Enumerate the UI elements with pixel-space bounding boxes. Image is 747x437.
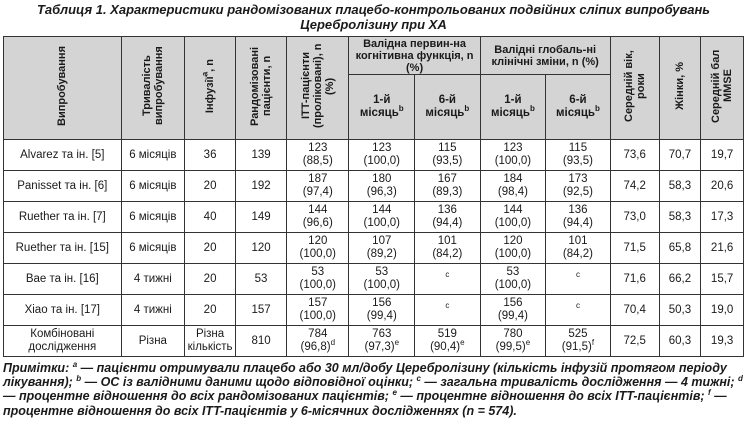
cell-itt: 157 (100,0) — [287, 295, 349, 326]
table-row — [4, 233, 744, 264]
cell-glob-month6: c — [546, 295, 611, 326]
cell-infusions: 20 — [185, 233, 236, 264]
cell-age: 73,6 — [610, 140, 659, 171]
header-cog-month1: 1-й місяць$^b$ — [349, 75, 415, 140]
cell-randomized: 149 — [236, 202, 287, 233]
cell-cog-month6: 519 $(90,4)^e$ — [415, 326, 481, 357]
header-cognitive-group: Валідна первин-на когнітивна функція, n (%) — [349, 37, 480, 75]
cell-women: 50,3 — [659, 295, 701, 326]
cell-itt: 784 $(96,8)^d$ — [287, 326, 349, 357]
cell-cog-month1: 53 (100,0) — [349, 264, 415, 295]
header-glob-month1: 1-й місяць$^b$ — [480, 75, 546, 140]
cell-cog-month6: 167 (89,3) — [415, 171, 481, 202]
cell-itt: 144 (96,6) — [287, 202, 349, 233]
cell-infusions: 20 — [185, 171, 236, 202]
table-row — [4, 140, 744, 171]
header-randomized: Рандомізовані пацієнти, n — [236, 37, 287, 140]
cell-cog-month1: 123 (100,0) — [349, 140, 415, 171]
cell-mmse: 19,7 — [701, 140, 744, 171]
cell-age: 70,4 — [610, 295, 659, 326]
cell-infusions: Різна кількість — [185, 326, 236, 357]
header-infusions: Інфузії$^a$, n — [185, 37, 236, 140]
header-itt: ITT-пацієнти (проліковані), n (%) — [287, 37, 349, 140]
cell-trial: Комбіновані дослідження — [4, 326, 122, 357]
cell-women: 65,8 — [659, 233, 701, 264]
header-cog-month6: 6-й місяць$^b$ — [415, 75, 481, 140]
cell-itt: 120 (100,0) — [287, 233, 349, 264]
header-women: Жінки, % — [659, 37, 701, 140]
cell-trial: Ruether та ін. [15] — [4, 233, 122, 264]
table-row — [4, 171, 744, 202]
cell-glob-month1: 780 $(99,5)^e$ — [480, 326, 546, 357]
cell-cog-month6: 101 (84,2) — [415, 233, 481, 264]
cell-infusions: 20 — [185, 295, 236, 326]
trials-table — [3, 36, 744, 357]
header-mmse: Середній бал MMSE — [701, 37, 744, 140]
cell-infusions: 40 — [185, 202, 236, 233]
cell-cog-month6: 115 (93,5) — [415, 140, 481, 171]
cell-randomized: 139 — [236, 140, 287, 171]
table-notes: Примітки: $^a$ — пацієнти отримували плацебо або 30 мл/добу Церебролізину (кількість інфузій протягом періоду лікування); $^b$ — ОС із валідними даними щодо відповідної оцінки; $^c$ — загальна тривалість дослідження — 4 тижні; $^d$ — процентне відношення до всіх рандомізованих пацієнтів; $^e$ — процентне відношення до всіх ITT-пацієнтів; $^f$ — процентне відношення до всіх ITT-пацієнтів у 6-місячних дослідженнях (n = 574). — [3, 359, 743, 418]
cell-women: 58,3 — [659, 171, 701, 202]
cell-duration: 6 місяців — [121, 233, 184, 264]
cell-randomized: 53 — [236, 264, 287, 295]
cell-randomized: 157 — [236, 295, 287, 326]
header-duration: Тривалість випробування — [121, 37, 184, 140]
table-title — [0, 2, 747, 32]
cell-cog-month6: c — [415, 264, 481, 295]
cell-mmse: 19,3 — [701, 326, 744, 357]
cell-cog-month6: 136 (94,4) — [415, 202, 481, 233]
cell-glob-month1: 156 (99,4) — [480, 295, 546, 326]
cell-cog-month1: 763 $(97,3)^e$ — [349, 326, 415, 357]
cell-trial: Panisset та ін. [6] — [4, 171, 122, 202]
cell-duration: 6 місяців — [121, 171, 184, 202]
cell-randomized: 810 — [236, 326, 287, 357]
cell-age: 71,6 — [610, 264, 659, 295]
cell-duration: 6 місяців — [121, 202, 184, 233]
cell-cog-month1: 156 (99,4) — [349, 295, 415, 326]
cell-cog-month6: c — [415, 295, 481, 326]
cell-mmse: 21,6 — [701, 233, 744, 264]
cell-itt: 53 (100,0) — [287, 264, 349, 295]
cell-women: 66,2 — [659, 264, 701, 295]
cell-trial: Bae та ін. [16] — [4, 264, 122, 295]
table-row — [4, 264, 744, 295]
cell-cog-month1: 107 (89,2) — [349, 233, 415, 264]
cell-trial: Ruether та ін. [7] — [4, 202, 122, 233]
table-row — [4, 202, 744, 233]
cell-duration: 4 тижні — [121, 264, 184, 295]
header-age: Середній вік, роки — [610, 37, 659, 140]
cell-randomized: 192 — [236, 171, 287, 202]
cell-women: 60,3 — [659, 326, 701, 357]
cell-cog-month1: 144 (100,0) — [349, 202, 415, 233]
cell-women: 58,3 — [659, 202, 701, 233]
cell-itt: 123 (88,5) — [287, 140, 349, 171]
cell-infusions: 20 — [185, 264, 236, 295]
cell-mmse: 20,6 — [701, 171, 744, 202]
cell-glob-month6: 525 $(91,5)^f$ — [546, 326, 611, 357]
table-row — [4, 295, 744, 326]
cell-women: 70,7 — [659, 140, 701, 171]
table-row — [4, 326, 744, 357]
cell-glob-month6: 136 (94,4) — [546, 202, 611, 233]
cell-glob-month6: 173 (92,5) — [546, 171, 611, 202]
cell-glob-month1: 123 (100,0) — [480, 140, 546, 171]
table-title-line1: Таблиця 1. Характеристики рандомізованих плацебо-контрольованих подвійних сліпих випробувань — [36, 2, 711, 17]
cell-mmse: 15,7 — [701, 264, 744, 295]
cell-mmse: 19,0 — [701, 295, 744, 326]
table-title-line2: Церебролізину при ХА — [300, 17, 447, 32]
cell-itt: 187 (97,4) — [287, 171, 349, 202]
header-global-group: Валідні глобаль-ні клінічні зміни, n (%) — [480, 37, 610, 75]
cell-duration: 4 тижні — [121, 295, 184, 326]
cell-glob-month1: 53 (100,0) — [480, 264, 546, 295]
cell-glob-month6: 115 (93,5) — [546, 140, 611, 171]
cell-glob-month6: c — [546, 264, 611, 295]
cell-age: 72,5 — [610, 326, 659, 357]
cell-glob-month1: 144 (100,0) — [480, 202, 546, 233]
cell-randomized: 120 — [236, 233, 287, 264]
cell-glob-month6: 101 (84,2) — [546, 233, 611, 264]
cell-glob-month1: 120 (100,0) — [480, 233, 546, 264]
cell-trial: Alvarez та ін. [5] — [4, 140, 122, 171]
cell-age: 73,0 — [610, 202, 659, 233]
header-trial: Випробування — [4, 37, 122, 140]
header-glob-month6: 6-й місяць$^b$ — [546, 75, 611, 140]
cell-duration: 6 місяців — [121, 140, 184, 171]
cell-infusions: 36 — [185, 140, 236, 171]
cell-age: 71,5 — [610, 233, 659, 264]
cell-glob-month1: 184 (98,4) — [480, 171, 546, 202]
cell-age: 74,2 — [610, 171, 659, 202]
cell-mmse: 17,3 — [701, 202, 744, 233]
cell-cog-month1: 180 (96,3) — [349, 171, 415, 202]
cell-trial: Xiao та ін. [17] — [4, 295, 122, 326]
cell-duration: Різна — [121, 326, 184, 357]
